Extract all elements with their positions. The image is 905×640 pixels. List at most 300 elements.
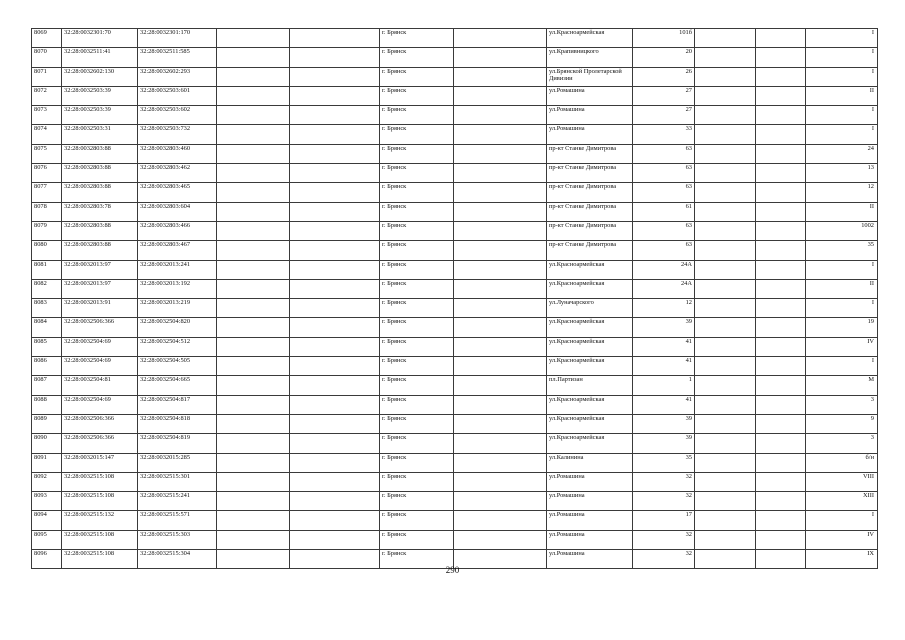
cell-house-number: 35 xyxy=(633,453,695,472)
cell-empty xyxy=(695,472,756,491)
cell-parent-cadastral-number: 32:28:0032803:88 xyxy=(62,221,138,240)
cell-empty xyxy=(217,511,290,530)
cell-premises-number: 19 xyxy=(806,318,878,337)
cell-empty xyxy=(290,511,380,530)
cell-parent-cadastral-number: 32:28:0032506:366 xyxy=(62,318,138,337)
table-row xyxy=(32,279,878,298)
cell-empty xyxy=(695,221,756,240)
cell-empty xyxy=(695,125,756,144)
cell-city: г. Брянск xyxy=(380,550,454,569)
cell-city: г. Брянск xyxy=(380,337,454,356)
cell-empty xyxy=(695,279,756,298)
cell-empty xyxy=(454,106,547,125)
cell-empty xyxy=(454,492,547,511)
cell-empty xyxy=(454,183,547,202)
cell-premises-number: 12 xyxy=(806,183,878,202)
cell-empty xyxy=(290,260,380,279)
cell-empty xyxy=(454,221,547,240)
cell-street: ул.Ромашина xyxy=(547,472,633,491)
cell-cadastral-number: 32:28:0032504:512 xyxy=(138,337,217,356)
cell-city: г. Брянск xyxy=(380,144,454,163)
cell-empty xyxy=(217,202,290,221)
cell-empty xyxy=(695,164,756,183)
cell-empty xyxy=(217,318,290,337)
cell-city: г. Брянск xyxy=(380,318,454,337)
cell-parent-cadastral-number: 32:28:0032504:69 xyxy=(62,395,138,414)
cell-cadastral-number: 32:28:0032503:601 xyxy=(138,86,217,105)
cell-premises-number: I xyxy=(806,29,878,48)
cell-record-number: 8091 xyxy=(32,453,62,472)
cell-premises-number: 24 xyxy=(806,144,878,163)
cell-empty xyxy=(695,241,756,260)
cell-street: пр-кт Станке Димитрова xyxy=(547,202,633,221)
cell-city: г. Брянск xyxy=(380,48,454,67)
cell-empty xyxy=(217,86,290,105)
cell-empty xyxy=(695,299,756,318)
cell-record-number: 8093 xyxy=(32,492,62,511)
cell-city: г. Брянск xyxy=(380,86,454,105)
cell-premises-number: 3 xyxy=(806,434,878,453)
table-row xyxy=(32,337,878,356)
cell-street: ул.Ромашина xyxy=(547,550,633,569)
cell-cadastral-number: 32:28:0032013:192 xyxy=(138,279,217,298)
cell-premises-number: I xyxy=(806,511,878,530)
cell-empty xyxy=(756,106,806,125)
cell-empty xyxy=(756,299,806,318)
cell-street: пр-кт Станке Димитрова xyxy=(547,221,633,240)
cell-premises-number: 35 xyxy=(806,241,878,260)
cell-city: г. Брянск xyxy=(380,395,454,414)
cell-empty xyxy=(756,241,806,260)
cell-empty xyxy=(756,492,806,511)
cell-city: г. Брянск xyxy=(380,414,454,433)
table-row xyxy=(32,318,878,337)
cell-empty xyxy=(217,337,290,356)
cell-cadastral-number: 32:28:0032803:465 xyxy=(138,183,217,202)
cell-house-number: 63 xyxy=(633,241,695,260)
cell-empty xyxy=(756,414,806,433)
cell-empty xyxy=(290,395,380,414)
cell-city: г. Брянск xyxy=(380,221,454,240)
cell-empty xyxy=(290,337,380,356)
cell-empty xyxy=(290,357,380,376)
cell-empty xyxy=(756,48,806,67)
cell-record-number: 8072 xyxy=(32,86,62,105)
cell-empty xyxy=(454,260,547,279)
cell-record-number: 8074 xyxy=(32,125,62,144)
cell-empty xyxy=(217,67,290,86)
cell-cadastral-number: 32:28:0032503:602 xyxy=(138,106,217,125)
cell-cadastral-number: 32:28:0032602:293 xyxy=(138,67,217,86)
cell-empty xyxy=(217,164,290,183)
cell-empty xyxy=(217,279,290,298)
cell-record-number: 8087 xyxy=(32,376,62,395)
cell-street: ул.Ромашина xyxy=(547,125,633,144)
cell-parent-cadastral-number: 32:28:0032515:108 xyxy=(62,472,138,491)
cell-cadastral-number: 32:28:0032503:732 xyxy=(138,125,217,144)
cell-street: ул.Красноармейская xyxy=(547,260,633,279)
cell-empty xyxy=(290,434,380,453)
cell-record-number: 8095 xyxy=(32,530,62,549)
table-row xyxy=(32,376,878,395)
cell-record-number: 8075 xyxy=(32,144,62,163)
table-row xyxy=(32,183,878,202)
cell-premises-number: I xyxy=(806,357,878,376)
table-row xyxy=(32,67,878,86)
cell-empty xyxy=(217,144,290,163)
cell-street: ул.Ромашина xyxy=(547,86,633,105)
cell-empty xyxy=(756,86,806,105)
cell-street: пр-кт Станке Димитрова xyxy=(547,144,633,163)
cell-parent-cadastral-number: 32:28:0032803:78 xyxy=(62,202,138,221)
cell-empty xyxy=(217,299,290,318)
cell-parent-cadastral-number: 32:28:0032301:70 xyxy=(62,29,138,48)
cell-street: пр-кт Станке Димитрова xyxy=(547,241,633,260)
cell-premises-number: 1002 xyxy=(806,221,878,240)
table-row xyxy=(32,48,878,67)
cell-premises-number: I xyxy=(806,48,878,67)
table-row xyxy=(32,492,878,511)
cell-parent-cadastral-number: 32:28:0032515:108 xyxy=(62,492,138,511)
cell-empty xyxy=(290,376,380,395)
cell-house-number: 33 xyxy=(633,125,695,144)
cell-city: г. Брянск xyxy=(380,125,454,144)
cell-empty xyxy=(454,86,547,105)
cell-street: ул.Красноармейская xyxy=(547,279,633,298)
cell-street: ул.Красноармейская xyxy=(547,337,633,356)
cell-empty xyxy=(695,202,756,221)
cell-premises-number: 9 xyxy=(806,414,878,433)
cell-record-number: 8071 xyxy=(32,67,62,86)
cell-premises-number: I xyxy=(806,299,878,318)
cell-empty xyxy=(217,453,290,472)
cell-empty xyxy=(756,434,806,453)
cell-house-number: 27 xyxy=(633,86,695,105)
cell-empty xyxy=(454,337,547,356)
cell-city: г. Брянск xyxy=(380,472,454,491)
cell-empty xyxy=(454,48,547,67)
cell-empty xyxy=(756,318,806,337)
cell-empty xyxy=(756,337,806,356)
cell-record-number: 8084 xyxy=(32,318,62,337)
cell-empty xyxy=(695,29,756,48)
cell-city: г. Брянск xyxy=(380,241,454,260)
cell-premises-number: II xyxy=(806,202,878,221)
cell-empty xyxy=(756,530,806,549)
cell-empty xyxy=(695,376,756,395)
cell-empty xyxy=(695,434,756,453)
cell-street: ул.Ромашина xyxy=(547,511,633,530)
cell-cadastral-number: 32:28:0032013:241 xyxy=(138,260,217,279)
cell-parent-cadastral-number: 32:28:0032013:97 xyxy=(62,279,138,298)
table-row xyxy=(32,414,878,433)
cell-city: г. Брянск xyxy=(380,376,454,395)
cell-empty xyxy=(756,29,806,48)
cell-empty xyxy=(217,357,290,376)
cell-parent-cadastral-number: 32:28:0032015:147 xyxy=(62,453,138,472)
cell-empty xyxy=(756,221,806,240)
cell-parent-cadastral-number: 32:28:0032013:97 xyxy=(62,260,138,279)
cell-record-number: 8085 xyxy=(32,337,62,356)
cell-record-number: 8088 xyxy=(32,395,62,414)
cell-street: ул.Ромашина xyxy=(547,492,633,511)
cell-empty xyxy=(454,202,547,221)
cell-record-number: 8080 xyxy=(32,241,62,260)
cell-city: г. Брянск xyxy=(380,357,454,376)
cell-empty xyxy=(217,414,290,433)
cell-empty xyxy=(454,67,547,86)
cell-premises-number: II xyxy=(806,86,878,105)
cell-house-number: 63 xyxy=(633,221,695,240)
cell-parent-cadastral-number: 32:28:0032504:69 xyxy=(62,337,138,356)
cell-empty xyxy=(695,530,756,549)
cell-empty xyxy=(756,67,806,86)
cell-parent-cadastral-number: 32:28:0032515:108 xyxy=(62,530,138,549)
cell-parent-cadastral-number: 32:28:0032013:91 xyxy=(62,299,138,318)
cell-empty xyxy=(454,279,547,298)
cell-street: ул.Красноармейская xyxy=(547,395,633,414)
cell-street: ул.Ромашина xyxy=(547,106,633,125)
cell-cadastral-number: 32:28:0032515:241 xyxy=(138,492,217,511)
cell-empty xyxy=(290,453,380,472)
cell-empty xyxy=(217,221,290,240)
cell-empty xyxy=(290,164,380,183)
cell-house-number: 101б xyxy=(633,29,695,48)
cell-premises-number: I xyxy=(806,67,878,86)
cell-premises-number: М xyxy=(806,376,878,395)
cell-record-number: 8090 xyxy=(32,434,62,453)
cell-empty xyxy=(290,67,380,86)
cell-empty xyxy=(454,511,547,530)
table-row xyxy=(32,29,878,48)
cell-record-number: 8079 xyxy=(32,221,62,240)
cell-parent-cadastral-number: 32:28:0032803:88 xyxy=(62,183,138,202)
cell-premises-number: I xyxy=(806,106,878,125)
cell-empty xyxy=(756,357,806,376)
registry-table xyxy=(31,28,878,569)
cell-parent-cadastral-number: 32:28:0032503:39 xyxy=(62,106,138,125)
cell-empty xyxy=(454,530,547,549)
cell-house-number: 20 xyxy=(633,48,695,67)
cell-cadastral-number: 32:28:0032515:301 xyxy=(138,472,217,491)
cell-street: ул.Луначарского xyxy=(547,299,633,318)
cell-premises-number: XIII xyxy=(806,492,878,511)
cell-empty xyxy=(756,202,806,221)
cell-house-number: 41 xyxy=(633,357,695,376)
table-row xyxy=(32,357,878,376)
cell-cadastral-number: 32:28:0032015:285 xyxy=(138,453,217,472)
cell-house-number: 26 xyxy=(633,67,695,86)
cell-empty xyxy=(695,183,756,202)
cell-empty xyxy=(695,106,756,125)
table-row xyxy=(32,86,878,105)
cell-city: г. Брянск xyxy=(380,67,454,86)
cell-city: г. Брянск xyxy=(380,492,454,511)
cell-street: ул.Ромашина xyxy=(547,530,633,549)
cell-record-number: 8082 xyxy=(32,279,62,298)
cell-premises-number: IX xyxy=(806,550,878,569)
cell-house-number: 39 xyxy=(633,434,695,453)
cell-cadastral-number: 32:28:0032511:585 xyxy=(138,48,217,67)
cell-house-number: 41 xyxy=(633,337,695,356)
cell-house-number: 27 xyxy=(633,106,695,125)
table-row xyxy=(32,453,878,472)
cell-empty xyxy=(217,125,290,144)
cell-empty xyxy=(695,414,756,433)
cell-empty xyxy=(290,86,380,105)
table-row xyxy=(32,125,878,144)
cell-house-number: 17 xyxy=(633,511,695,530)
cell-empty xyxy=(454,318,547,337)
cell-cadastral-number: 32:28:0032803:604 xyxy=(138,202,217,221)
cell-empty xyxy=(217,106,290,125)
cell-cadastral-number: 32:28:0032515:304 xyxy=(138,550,217,569)
cell-street: ул.Брянской Пролетарской Дивизии xyxy=(547,67,633,86)
cell-premises-number: 13 xyxy=(806,164,878,183)
cell-city: г. Брянск xyxy=(380,202,454,221)
cell-street: ул.Красноармейская xyxy=(547,29,633,48)
cell-premises-number: I xyxy=(806,125,878,144)
cell-empty xyxy=(454,395,547,414)
cell-street: ул.Красноармейская xyxy=(547,318,633,337)
cell-parent-cadastral-number: 32:28:0032515:132 xyxy=(62,511,138,530)
cell-parent-cadastral-number: 32:28:0032511:41 xyxy=(62,48,138,67)
cell-premises-number: IV xyxy=(806,530,878,549)
table-row xyxy=(32,202,878,221)
cell-cadastral-number: 32:28:0032504:820 xyxy=(138,318,217,337)
cell-empty xyxy=(290,492,380,511)
cell-empty xyxy=(290,414,380,433)
cell-empty xyxy=(695,318,756,337)
cell-empty xyxy=(454,241,547,260)
cell-empty xyxy=(695,86,756,105)
cell-record-number: 8096 xyxy=(32,550,62,569)
cell-empty xyxy=(756,164,806,183)
cell-empty xyxy=(454,29,547,48)
cell-cadastral-number: 32:28:0032803:462 xyxy=(138,164,217,183)
cell-empty xyxy=(454,299,547,318)
cell-empty xyxy=(454,434,547,453)
cell-empty xyxy=(756,511,806,530)
table-row xyxy=(32,241,878,260)
table-row xyxy=(32,106,878,125)
cell-record-number: 8094 xyxy=(32,511,62,530)
cell-parent-cadastral-number: 32:28:0032503:31 xyxy=(62,125,138,144)
cell-house-number: 32 xyxy=(633,472,695,491)
cell-record-number: 8083 xyxy=(32,299,62,318)
cell-parent-cadastral-number: 32:28:0032504:69 xyxy=(62,357,138,376)
cell-cadastral-number: 32:28:0032504:818 xyxy=(138,414,217,433)
cell-empty xyxy=(756,260,806,279)
cell-empty xyxy=(290,299,380,318)
cell-street: ул.Красноармейская xyxy=(547,357,633,376)
cell-house-number: 32 xyxy=(633,492,695,511)
cell-empty xyxy=(290,279,380,298)
cell-record-number: 8089 xyxy=(32,414,62,433)
cell-street: пл.Партизан xyxy=(547,376,633,395)
cell-premises-number: II xyxy=(806,279,878,298)
cell-house-number: 63 xyxy=(633,164,695,183)
cell-house-number: 39 xyxy=(633,414,695,433)
cell-empty xyxy=(217,492,290,511)
cell-city: г. Брянск xyxy=(380,511,454,530)
cell-empty xyxy=(454,414,547,433)
cell-empty xyxy=(454,357,547,376)
cell-street: пр-кт Станке Димитрова xyxy=(547,183,633,202)
cell-empty xyxy=(290,241,380,260)
cell-empty xyxy=(695,144,756,163)
table-row xyxy=(32,221,878,240)
cell-cadastral-number: 32:28:0032504:505 xyxy=(138,357,217,376)
cell-house-number: 32 xyxy=(633,530,695,549)
cell-premises-number: VIII xyxy=(806,472,878,491)
cell-city: г. Брянск xyxy=(380,299,454,318)
cell-parent-cadastral-number: 32:28:0032515:108 xyxy=(62,550,138,569)
cell-city: г. Брянск xyxy=(380,183,454,202)
cell-empty xyxy=(217,260,290,279)
cell-street: ул.Калинина xyxy=(547,453,633,472)
cell-record-number: 8092 xyxy=(32,472,62,491)
cell-cadastral-number: 32:28:0032013:219 xyxy=(138,299,217,318)
table-row xyxy=(32,434,878,453)
cell-empty xyxy=(217,395,290,414)
cell-cadastral-number: 32:28:0032504:665 xyxy=(138,376,217,395)
cell-empty xyxy=(756,183,806,202)
cell-empty xyxy=(695,492,756,511)
cell-empty xyxy=(454,472,547,491)
cell-empty xyxy=(695,357,756,376)
cell-empty xyxy=(290,183,380,202)
cell-empty xyxy=(217,183,290,202)
cell-street: ул.Красноармейская xyxy=(547,434,633,453)
cell-cadastral-number: 32:28:0032803:467 xyxy=(138,241,217,260)
cell-house-number: 41 xyxy=(633,395,695,414)
cell-parent-cadastral-number: 32:28:0032506:366 xyxy=(62,414,138,433)
cell-empty xyxy=(454,376,547,395)
cell-parent-cadastral-number: 32:28:0032803:88 xyxy=(62,144,138,163)
table-row xyxy=(32,530,878,549)
cell-house-number: 24А xyxy=(633,279,695,298)
cell-parent-cadastral-number: 32:28:0032602:130 xyxy=(62,67,138,86)
cell-empty xyxy=(454,164,547,183)
cell-empty xyxy=(695,453,756,472)
cell-record-number: 8077 xyxy=(32,183,62,202)
page-number: 290 xyxy=(445,565,460,575)
cell-empty xyxy=(290,29,380,48)
cell-empty xyxy=(695,395,756,414)
table-body xyxy=(32,29,878,569)
cell-house-number: 12 xyxy=(633,299,695,318)
cell-record-number: 8069 xyxy=(32,29,62,48)
cell-city: г. Брянск xyxy=(380,530,454,549)
cell-record-number: 8073 xyxy=(32,106,62,125)
cell-city: г. Брянск xyxy=(380,453,454,472)
cell-parent-cadastral-number: 32:28:0032504:81 xyxy=(62,376,138,395)
table-row xyxy=(32,472,878,491)
cell-empty xyxy=(695,337,756,356)
cell-city: г. Брянск xyxy=(380,29,454,48)
cell-empty xyxy=(290,472,380,491)
cell-cadastral-number: 32:28:0032515:571 xyxy=(138,511,217,530)
cell-record-number: 8070 xyxy=(32,48,62,67)
cell-street: ул.Крапивницкого xyxy=(547,48,633,67)
cell-city: г. Брянск xyxy=(380,164,454,183)
cell-empty xyxy=(756,144,806,163)
cell-cadastral-number: 32:28:0032803:466 xyxy=(138,221,217,240)
cell-record-number: 8086 xyxy=(32,357,62,376)
cell-parent-cadastral-number: 32:28:0032803:88 xyxy=(62,164,138,183)
cell-empty xyxy=(756,279,806,298)
